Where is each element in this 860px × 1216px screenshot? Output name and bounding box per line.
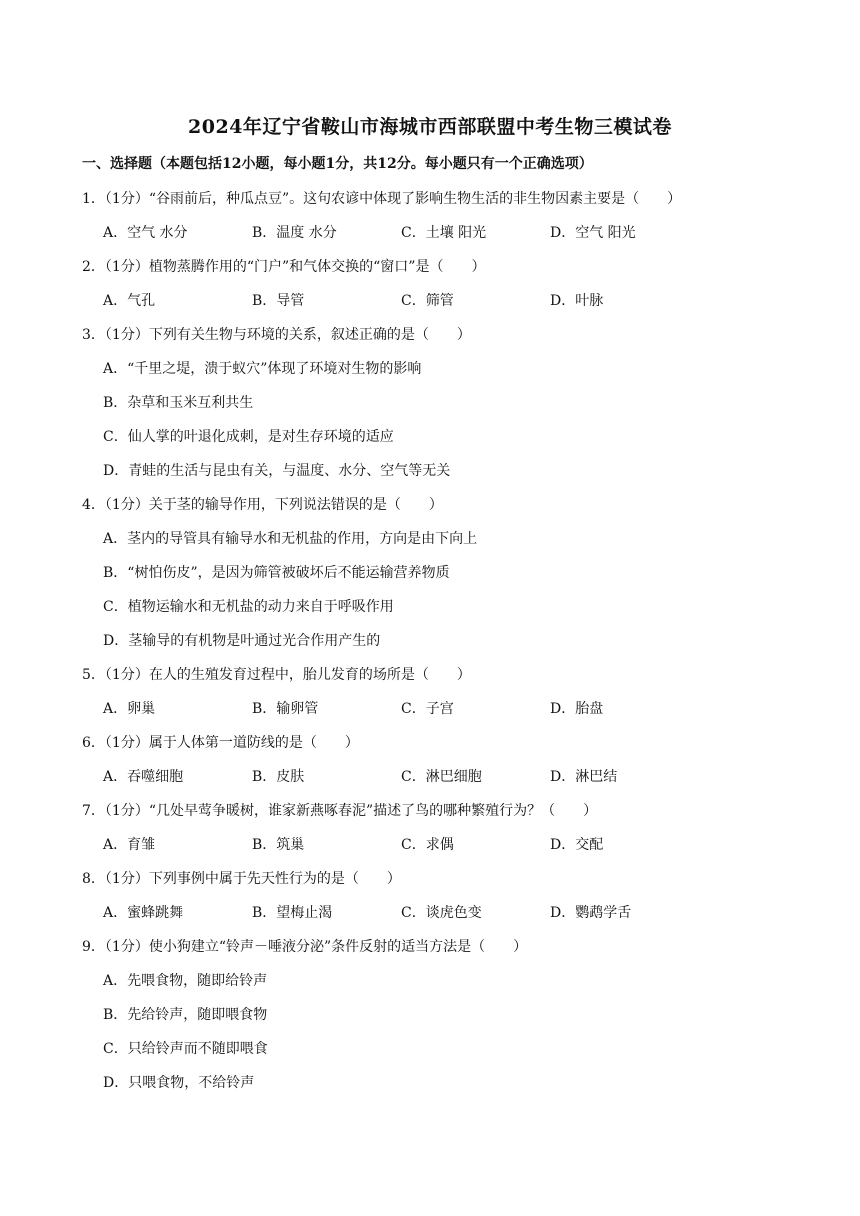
option-d: D．鹦鹉学舌 (550, 905, 632, 921)
option-b: B．杂草和玉米互利共生 (103, 395, 254, 411)
option-d: D．茎输导的有机物是叶通过光合作用产生的 (103, 633, 381, 649)
question-list (82, 182, 782, 1100)
option-c: C．求偶 (401, 837, 454, 853)
option-a: A．蜜蜂跳舞 (103, 905, 184, 921)
question-9 (82, 930, 782, 1100)
option-a: A．育雏 (103, 837, 156, 853)
option-b: B．“树怕伤皮”，是因为筛管被破坏后不能运输营养物质 (103, 565, 450, 581)
option-b: B．筑巢 (252, 837, 305, 853)
option-a: A．茎内的导管具有输导水和无机盐的作用，方向是由下向上 (103, 531, 478, 547)
section-heading: 一、选择题（本题包括12小题，每小题1分，共12分。每小题只有一个正确选项） (82, 156, 593, 172)
option-c: C．土壤 阳光 (401, 225, 487, 241)
option-c: C．谈虎色变 (401, 905, 482, 921)
question-stem: 7．（1分）“几处早莺争暖树，谁家新燕啄春泥”描述了鸟的哪种繁殖行为？（ ） (82, 803, 598, 819)
option-d: D．交配 (550, 837, 604, 853)
option-b: B．皮肤 (252, 769, 305, 785)
option-c: C．植物运输水和无机盐的动力来自于呼吸作用 (103, 599, 394, 615)
option-a: A．吞噬细胞 (103, 769, 184, 785)
option-b: B．输卵管 (252, 701, 319, 717)
option-a: A．卵巢 (103, 701, 156, 717)
option-d: D．空气 阳光 (550, 225, 636, 241)
option-c: C．只给铃声而不随即喂食 (103, 1041, 268, 1057)
option-b: B．导管 (252, 293, 305, 309)
options-row (82, 284, 782, 318)
options-row (82, 760, 782, 794)
option-a: A．先喂食物，随即给铃声 (103, 973, 268, 989)
option-b: B．温度 水分 (252, 225, 337, 241)
option-c: C．仙人掌的叶退化成刺，是对生存环境的适应 (103, 429, 394, 445)
option-a: A．空气 水分 (103, 225, 188, 241)
options-row (82, 216, 782, 250)
question-2 (82, 250, 782, 318)
option-c: C．筛管 (401, 293, 454, 309)
question-stem: 1．（1分）“谷雨前后，种瓜点豆”。这句农谚中体现了影响生物生活的非生物因素主要是（ ） (82, 191, 682, 207)
question-stem: 5．（1分）在人的生殖发育过程中，胎儿发育的场所是（ ） (82, 667, 471, 683)
option-d: D．只喂食物，不给铃声 (103, 1075, 255, 1091)
exam-title: 2024年辽宁省鞍山市海城市西部联盟中考生物三模试卷 (188, 116, 672, 138)
option-b: B．望梅止渴 (252, 905, 333, 921)
question-3 (82, 318, 782, 488)
question-6 (82, 726, 782, 794)
question-5 (82, 658, 782, 726)
question-stem: 2．（1分）植物蒸腾作用的“门户”和气体交换的“窗口”是（ ） (82, 259, 486, 275)
option-d: D．青蛙的生活与昆虫有关，与温度、水分、空气等无关 (103, 463, 451, 479)
question-1 (82, 182, 782, 250)
option-b: B．先给铃声，随即喂食物 (103, 1007, 268, 1023)
question-8 (82, 862, 782, 930)
option-d: D．胎盘 (550, 701, 604, 717)
question-stem: 6．（1分）属于人体第一道防线的是（ ） (82, 735, 359, 751)
question-4 (82, 488, 782, 658)
option-d: D．叶脉 (550, 293, 604, 309)
question-stem: 3．（1分）下列有关生物与环境的关系，叙述正确的是（ ） (82, 327, 471, 343)
option-c: C．子宫 (401, 701, 454, 717)
option-d: D．淋巴结 (550, 769, 618, 785)
question-7 (82, 794, 782, 862)
question-stem: 9．（1分）使小狗建立“铃声－唾液分泌”条件反射的适当方法是（ ） (82, 939, 528, 955)
question-stem: 8．（1分）下列事例中属于先天性行为的是（ ） (82, 871, 401, 887)
option-c: C．淋巴细胞 (401, 769, 482, 785)
option-a: A．气孔 (103, 293, 156, 309)
options-row (82, 692, 782, 726)
options-row (82, 896, 782, 930)
option-a: A．“千里之堤，溃于蚁穴”体现了环境对生物的影响 (103, 361, 422, 377)
options-row (82, 828, 782, 862)
question-stem: 4．（1分）关于茎的输导作用，下列说法错误的是（ ） (82, 497, 443, 513)
